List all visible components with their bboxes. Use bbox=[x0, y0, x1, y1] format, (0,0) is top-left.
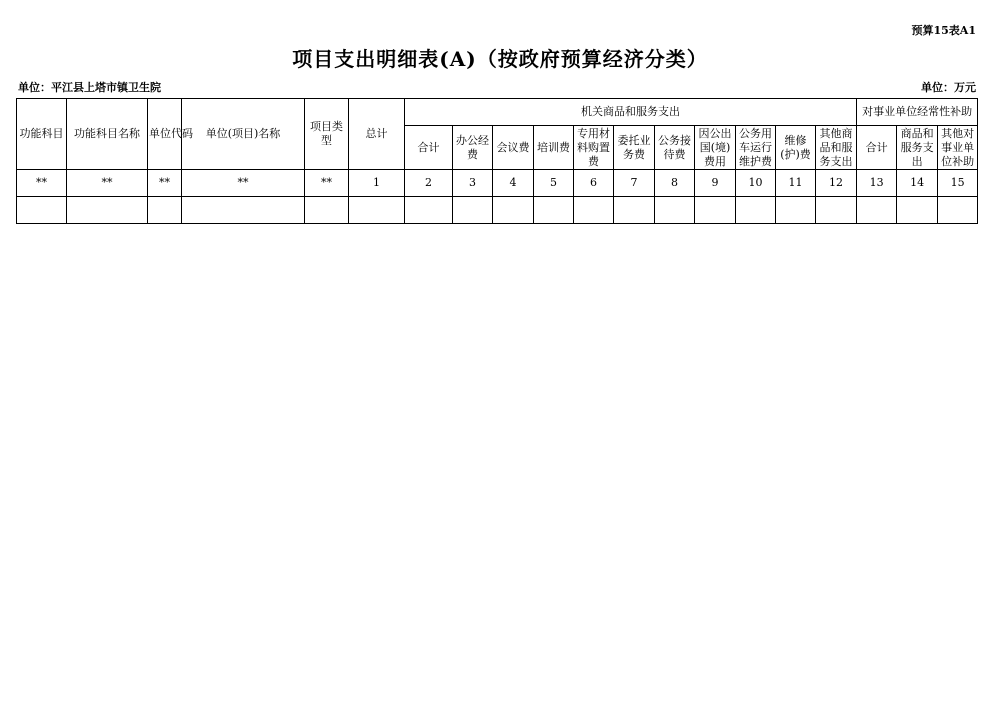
col-header-proj-type: 项目类型 bbox=[305, 99, 349, 170]
data-cell bbox=[776, 197, 816, 224]
data-cell bbox=[938, 197, 978, 224]
group-header-goods-services: 机关商品和服务支出 bbox=[405, 99, 857, 126]
data-cell bbox=[182, 197, 305, 224]
col-header-entrusted: 委托业务费 bbox=[614, 126, 655, 170]
amount-unit-label: 单位：万元 bbox=[921, 81, 976, 94]
index-cell: 14 bbox=[897, 170, 938, 197]
index-cell: 15 bbox=[938, 170, 978, 197]
index-cell: ** bbox=[305, 170, 349, 197]
col-header-unit-code: 单位代码 bbox=[148, 99, 182, 170]
col-header-subtotal: 合计 bbox=[405, 126, 453, 170]
data-cell bbox=[695, 197, 736, 224]
unit-name-label: 单位：平江县上塔市镇卫生院 bbox=[18, 81, 161, 94]
index-cell: 4 bbox=[493, 170, 534, 197]
col-header-unit-name: 单位(项目)名称 bbox=[182, 99, 305, 170]
col-header-training: 培训费 bbox=[534, 126, 574, 170]
index-cell: 2 bbox=[405, 170, 453, 197]
index-cell: 9 bbox=[695, 170, 736, 197]
col-header-vehicle: 公务用车运行维护费 bbox=[736, 126, 776, 170]
index-cell: 1 bbox=[349, 170, 405, 197]
data-cell bbox=[453, 197, 493, 224]
page-title: 项目支出明细表(A)（按政府预算经济分类） bbox=[292, 47, 708, 71]
group-header-subsidy: 对事业单位经常性补助 bbox=[857, 99, 978, 126]
col-header-subsidy-total: 合计 bbox=[857, 126, 897, 170]
col-header-office: 办公经费 bbox=[453, 126, 493, 170]
header-row-groups bbox=[17, 99, 978, 126]
col-header-subsidy-other: 其他对事业单位补助 bbox=[938, 126, 978, 170]
col-header-maintenance: 维修(护)费 bbox=[776, 126, 816, 170]
data-cell bbox=[349, 197, 405, 224]
index-cell: ** bbox=[17, 170, 67, 197]
col-header-subsidy-goods: 商品和服务支出 bbox=[897, 126, 938, 170]
col-header-total: 总计 bbox=[349, 99, 405, 170]
index-cell: 6 bbox=[574, 170, 614, 197]
data-cell bbox=[534, 197, 574, 224]
data-cell bbox=[148, 197, 182, 224]
index-cell: 8 bbox=[655, 170, 695, 197]
col-header-reception: 公务接待费 bbox=[655, 126, 695, 170]
index-cell: 7 bbox=[614, 170, 655, 197]
data-cell bbox=[17, 197, 67, 224]
data-cell bbox=[816, 197, 857, 224]
index-cell: ** bbox=[148, 170, 182, 197]
index-cell: 3 bbox=[453, 170, 493, 197]
expenditure-table bbox=[16, 98, 978, 224]
col-header-func-name: 功能科目名称 bbox=[67, 99, 148, 170]
data-cell bbox=[574, 197, 614, 224]
index-cell: 5 bbox=[534, 170, 574, 197]
data-cell bbox=[493, 197, 534, 224]
data-cell bbox=[655, 197, 695, 224]
data-cell bbox=[857, 197, 897, 224]
index-cell: ** bbox=[182, 170, 305, 197]
data-cell bbox=[897, 197, 938, 224]
data-cell bbox=[736, 197, 776, 224]
index-cell: 10 bbox=[736, 170, 776, 197]
data-cell bbox=[305, 197, 349, 224]
index-cell: 13 bbox=[857, 170, 897, 197]
col-header-func-code: 功能科目 bbox=[17, 99, 67, 170]
index-row bbox=[17, 170, 978, 197]
data-cell bbox=[614, 197, 655, 224]
data-cell bbox=[405, 197, 453, 224]
index-cell: ** bbox=[67, 170, 148, 197]
index-cell: 12 bbox=[816, 170, 857, 197]
col-header-materials: 专用材料购置费 bbox=[574, 126, 614, 170]
table-code: 预算15表A1 bbox=[911, 24, 976, 37]
col-header-other-goods: 其他商品和服务支出 bbox=[816, 126, 857, 170]
col-header-meeting: 会议费 bbox=[493, 126, 534, 170]
table-row bbox=[17, 197, 978, 224]
index-cell: 11 bbox=[776, 170, 816, 197]
data-cell bbox=[67, 197, 148, 224]
col-header-abroad: 因公出国(境)费用 bbox=[695, 126, 736, 170]
